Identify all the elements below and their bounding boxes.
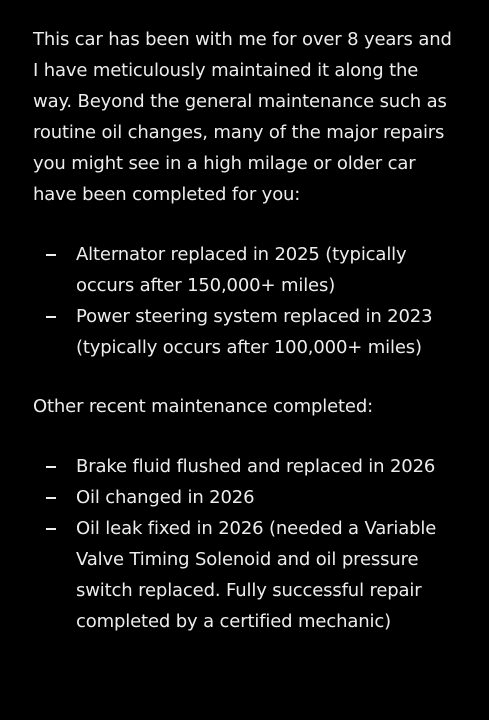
list-item-brake-fluid: Brake fluid flushed and replaced in 2026 bbox=[33, 451, 439, 482]
list-item-oil-leak: Oil leak fixed in 2026 (needed a Variable Valve Timing Solenoid and oil pressure switch replaced. Fully successful repair completed by a certified mechanic) bbox=[33, 513, 439, 637]
note-text-block bbox=[33, 24, 473, 637]
recent-maintenance-list bbox=[33, 451, 473, 637]
paragraph-spacer bbox=[33, 210, 473, 239]
list-item-alternator: Alternator replaced in 2025 (typically occurs after 150,000+ miles) bbox=[33, 239, 456, 301]
major-repairs-list bbox=[33, 239, 473, 363]
intro-paragraph: This car has been with me for over 8 years and I have meticulously maintained it along the way. Beyond the general maintenance such as routine oil changes, many of the major repairs you might see in a high milage or older car have been completed for you: bbox=[33, 29, 452, 205]
list-item-oil-change: Oil changed in 2026 bbox=[33, 482, 439, 513]
recent-maintenance-heading: Other recent maintenance completed: bbox=[33, 396, 374, 417]
list-item-power-steering: Power steering system replaced in 2023 (typically occurs after 100,000+ miles) bbox=[33, 301, 456, 363]
paragraph-spacer bbox=[33, 363, 473, 391]
paragraph-spacer bbox=[33, 422, 473, 451]
